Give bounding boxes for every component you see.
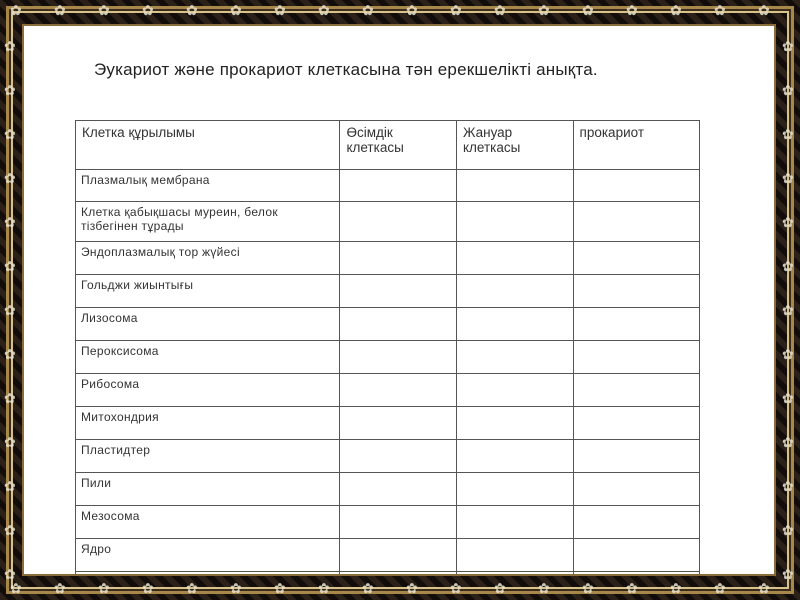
flower-ornament-icon: ✿ xyxy=(758,3,770,19)
answer-cell-plant[interactable] xyxy=(340,440,457,473)
answer-cell-plant[interactable] xyxy=(340,341,457,374)
flower-ornament-icon: ✿ xyxy=(142,581,154,597)
flower-ornament-icon: ✿ xyxy=(4,479,16,495)
flower-ornament-icon: ✿ xyxy=(782,83,794,99)
flower-ornament-icon: ✿ xyxy=(230,3,242,19)
answer-cell-animal[interactable] xyxy=(456,341,573,374)
answer-cell-prokaryote[interactable] xyxy=(573,539,699,572)
page-title: Эукариот және прокариот клеткасына тән ерекшелікті анықта. xyxy=(94,60,598,79)
table-row xyxy=(76,170,700,202)
flower-ornament-icon: ✿ xyxy=(538,581,550,597)
comparison-table xyxy=(75,120,700,574)
flower-ornament-icon: ✿ xyxy=(362,581,374,597)
answer-cell-prokaryote[interactable] xyxy=(573,202,699,242)
answer-cell-plant[interactable] xyxy=(340,407,457,440)
flower-ornament-icon: ✿ xyxy=(4,127,16,143)
flower-ornament-icon: ✿ xyxy=(782,259,794,275)
answer-cell-animal[interactable] xyxy=(456,440,573,473)
answer-cell-prokaryote[interactable] xyxy=(573,341,699,374)
flower-ornament-icon: ✿ xyxy=(782,303,794,319)
flower-ornament-icon: ✿ xyxy=(494,581,506,597)
flower-ornament-icon: ✿ xyxy=(98,3,110,19)
row-label: Клетка қабықшасы муреин, белок тізбегінен тұрады xyxy=(76,202,340,242)
answer-cell-plant[interactable] xyxy=(340,308,457,341)
flower-ornament-icon: ✿ xyxy=(4,347,16,363)
table-header-row xyxy=(76,121,700,170)
answer-cell-prokaryote[interactable] xyxy=(573,572,699,575)
slide-page xyxy=(24,26,774,574)
answer-cell-prokaryote[interactable] xyxy=(573,308,699,341)
table-row xyxy=(76,308,700,341)
answer-cell-animal[interactable] xyxy=(456,374,573,407)
flower-ornament-icon: ✿ xyxy=(274,581,286,597)
flower-ornament-icon: ✿ xyxy=(782,215,794,231)
flower-ornament-icon: ✿ xyxy=(626,3,638,19)
flower-ornament-icon: ✿ xyxy=(714,581,726,597)
flower-ornament-icon: ✿ xyxy=(782,567,794,583)
flower-ornament-icon: ✿ xyxy=(406,3,418,19)
row-label: Эндоплазмалық тор жүйесі xyxy=(76,242,340,275)
table-row xyxy=(76,374,700,407)
flower-ornament-icon: ✿ xyxy=(186,581,198,597)
row-label: Плазмалық мембрана xyxy=(76,170,340,202)
table-row xyxy=(76,275,700,308)
flower-ornament-icon: ✿ xyxy=(54,3,66,19)
flower-ornament-icon: ✿ xyxy=(54,581,66,597)
flower-ornament-icon: ✿ xyxy=(782,391,794,407)
header-plant-cell: Өсімдік клеткасы xyxy=(340,121,457,170)
flower-ornament-icon: ✿ xyxy=(4,83,16,99)
answer-cell-animal[interactable] xyxy=(456,473,573,506)
answer-cell-plant[interactable] xyxy=(340,275,457,308)
flower-ornament-icon: ✿ xyxy=(582,581,594,597)
flower-ornament-icon: ✿ xyxy=(4,259,16,275)
flower-ornament-icon: ✿ xyxy=(782,127,794,143)
answer-cell-animal[interactable] xyxy=(456,202,573,242)
row-label: Пероксисома xyxy=(76,341,340,374)
row-label: Митохондрия xyxy=(76,407,340,440)
answer-cell-prokaryote[interactable] xyxy=(573,506,699,539)
answer-cell-plant[interactable] xyxy=(340,572,457,575)
flower-ornament-icon: ✿ xyxy=(274,3,286,19)
flower-ornament-icon: ✿ xyxy=(4,215,16,231)
table-row xyxy=(76,440,700,473)
answer-cell-prokaryote[interactable] xyxy=(573,170,699,202)
flower-ornament-icon: ✿ xyxy=(782,523,794,539)
flower-ornament-icon: ✿ xyxy=(4,435,16,451)
flower-ornament-icon: ✿ xyxy=(782,39,794,55)
flower-ornament-icon: ✿ xyxy=(782,171,794,187)
flower-ornament-icon: ✿ xyxy=(626,581,638,597)
answer-cell-plant[interactable] xyxy=(340,202,457,242)
table-row xyxy=(76,407,700,440)
flower-ornament-icon: ✿ xyxy=(142,3,154,19)
flower-ornament-icon: ✿ xyxy=(98,581,110,597)
answer-cell-plant[interactable] xyxy=(340,473,457,506)
answer-cell-prokaryote[interactable] xyxy=(573,440,699,473)
flower-ornament-icon: ✿ xyxy=(318,581,330,597)
answer-cell-animal[interactable] xyxy=(456,275,573,308)
answer-cell-animal[interactable] xyxy=(456,539,573,572)
row-label: Пили xyxy=(76,473,340,506)
header-prokaryote: прокариот xyxy=(573,121,699,170)
flower-ornament-icon: ✿ xyxy=(758,581,770,597)
row-label: Пластидтер xyxy=(76,440,340,473)
flower-ornament-icon: ✿ xyxy=(4,567,16,583)
flower-ornament-icon: ✿ xyxy=(582,3,594,19)
answer-cell-plant[interactable] xyxy=(340,242,457,275)
flower-ornament-icon: ✿ xyxy=(782,479,794,495)
answer-cell-animal[interactable] xyxy=(456,506,573,539)
row-label: Ядро xyxy=(76,539,340,572)
flower-ornament-icon: ✿ xyxy=(4,39,16,55)
answer-cell-prokaryote[interactable] xyxy=(573,407,699,440)
answer-cell-animal[interactable] xyxy=(456,308,573,341)
flower-ornament-icon: ✿ xyxy=(670,581,682,597)
row-label: Рибосома xyxy=(76,374,340,407)
table-row xyxy=(76,473,700,506)
answer-cell-prokaryote[interactable] xyxy=(573,473,699,506)
table-row xyxy=(76,539,700,572)
flower-ornament-icon: ✿ xyxy=(4,391,16,407)
flower-ornament-icon: ✿ xyxy=(186,3,198,19)
table-row xyxy=(76,506,700,539)
flower-ornament-icon: ✿ xyxy=(4,171,16,187)
row-label: Мезосома xyxy=(76,506,340,539)
flower-ornament-icon: ✿ xyxy=(362,3,374,19)
answer-cell-animal[interactable] xyxy=(456,170,573,202)
answer-cell-prokaryote[interactable] xyxy=(573,374,699,407)
answer-cell-plant[interactable] xyxy=(340,374,457,407)
flower-ornament-icon: ✿ xyxy=(318,3,330,19)
answer-cell-plant[interactable] xyxy=(340,170,457,202)
flower-ornament-icon: ✿ xyxy=(538,3,550,19)
flower-ornament-icon: ✿ xyxy=(450,3,462,19)
flower-ornament-icon: ✿ xyxy=(714,3,726,19)
table-row xyxy=(76,242,700,275)
flower-ornament-icon: ✿ xyxy=(10,3,22,19)
answer-cell-animal[interactable] xyxy=(456,407,573,440)
row-label xyxy=(76,572,340,575)
answer-cell-animal[interactable] xyxy=(456,242,573,275)
flower-ornament-icon: ✿ xyxy=(782,347,794,363)
answer-cell-plant[interactable] xyxy=(340,506,457,539)
flower-ornament-icon: ✿ xyxy=(230,581,242,597)
header-animal-cell: Жануар клеткасы xyxy=(456,121,573,170)
table-row xyxy=(76,572,700,575)
flower-ornament-icon: ✿ xyxy=(4,303,16,319)
flower-ornament-icon: ✿ xyxy=(4,523,16,539)
flower-ornament-icon: ✿ xyxy=(10,581,22,597)
answer-cell-animal[interactable] xyxy=(456,572,573,575)
flower-ornament-icon: ✿ xyxy=(782,435,794,451)
table-row xyxy=(76,202,700,242)
row-label: Гольджи жиынтығы xyxy=(76,275,340,308)
table-row xyxy=(76,341,700,374)
answer-cell-plant[interactable] xyxy=(340,539,457,572)
flower-ornament-icon: ✿ xyxy=(670,3,682,19)
flower-ornament-icon: ✿ xyxy=(450,581,462,597)
answer-cell-prokaryote[interactable] xyxy=(573,242,699,275)
header-structure: Клетка құрылымы xyxy=(76,121,340,170)
flower-ornament-icon: ✿ xyxy=(494,3,506,19)
row-label: Лизосома xyxy=(76,308,340,341)
flower-ornament-icon: ✿ xyxy=(406,581,418,597)
answer-cell-prokaryote[interactable] xyxy=(573,275,699,308)
